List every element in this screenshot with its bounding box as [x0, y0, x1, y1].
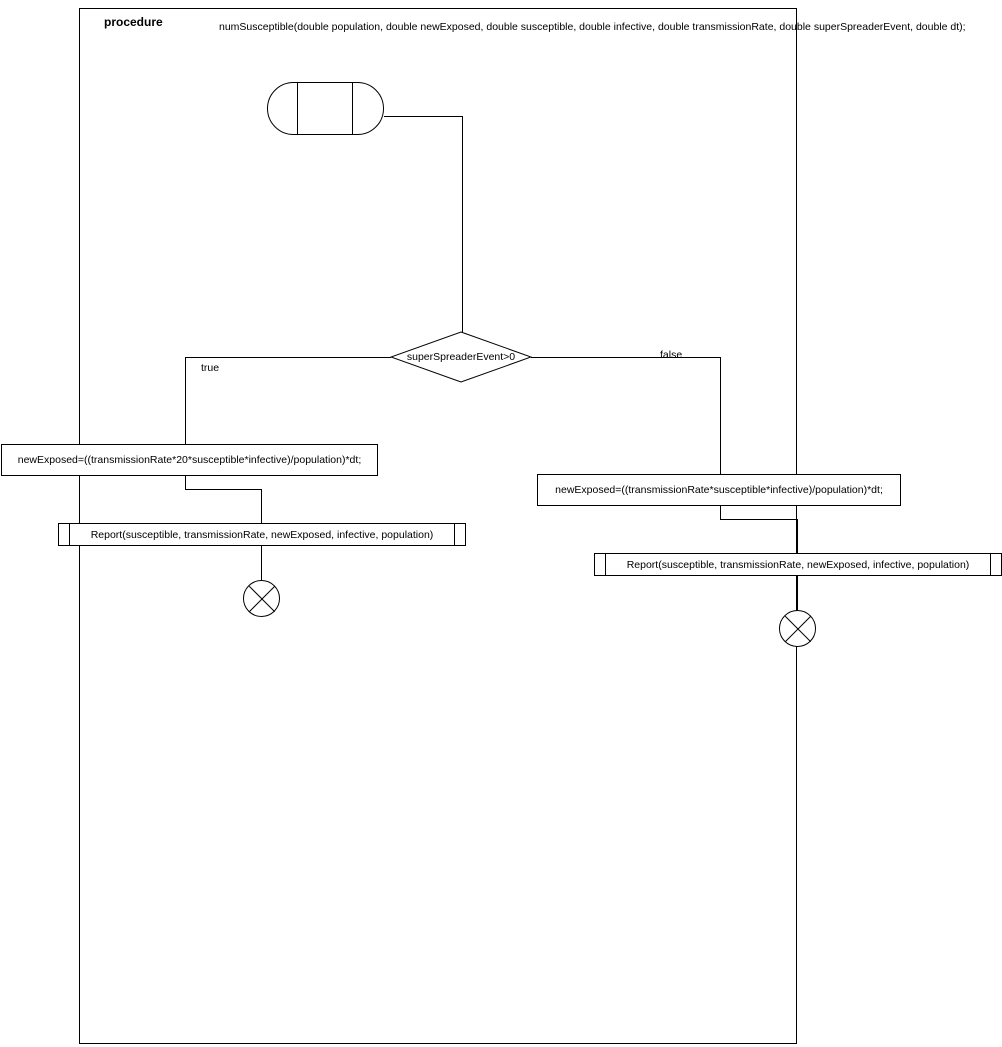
connector-false-assign-h — [720, 519, 798, 520]
connector-true-v — [185, 357, 186, 445]
false-report-call-box — [594, 553, 1002, 576]
connector-false-v — [720, 357, 721, 475]
false-report-call-label: Report(susceptible, transmissionRate, newExposed, infective, population) — [626, 558, 970, 571]
connector-true-to-end — [261, 546, 262, 581]
true-report-call-box — [58, 523, 466, 546]
call-box-bar-left — [69, 524, 70, 545]
true-end-node — [243, 580, 280, 617]
start-node-bar-left — [297, 83, 298, 134]
false-end-node — [779, 610, 816, 647]
connector-start-to-decision-h — [384, 116, 463, 117]
decision-node — [390, 331, 532, 383]
false-assignment-box: newExposed=((transmissionRate*susceptible*infective)/population)*dt; — [537, 474, 901, 506]
true-report-call-label: Report(susceptible, transmissionRate, newExposed, infective, population) — [90, 528, 434, 541]
connector-true-assign-down-1 — [185, 476, 186, 489]
decision-condition-label: superSpreaderEvent>0 — [406, 351, 516, 363]
start-node-bar-right — [352, 83, 353, 134]
connector-start-to-decision-v — [462, 116, 463, 332]
connector-true-assign-h — [185, 489, 262, 490]
call-box-bar-left — [605, 554, 606, 575]
frame-title: procedure — [104, 15, 163, 29]
connector-false-assign-down-1 — [720, 506, 721, 519]
connector-true-assign-down-2 — [261, 489, 262, 523]
true-assignment-box: newExposed=((transmissionRate*20*susceptible*infective)/population)*dt; — [1, 444, 378, 476]
call-box-bar-right — [454, 524, 455, 545]
connector-true-h — [185, 357, 391, 358]
edge-label-true: true — [201, 362, 220, 374]
connector-false-assign-down-2 — [797, 519, 798, 553]
start-node — [267, 82, 384, 135]
edge-label-false: false — [660, 349, 683, 361]
connector-false-h — [531, 357, 721, 358]
call-box-bar-right — [990, 554, 991, 575]
connector-false-to-end — [797, 576, 798, 611]
procedure-signature: numSusceptible(double population, double newExposed, double susceptible, double infective, double transmissionRate, double superSpreaderEvent, double dt); — [219, 21, 966, 33]
